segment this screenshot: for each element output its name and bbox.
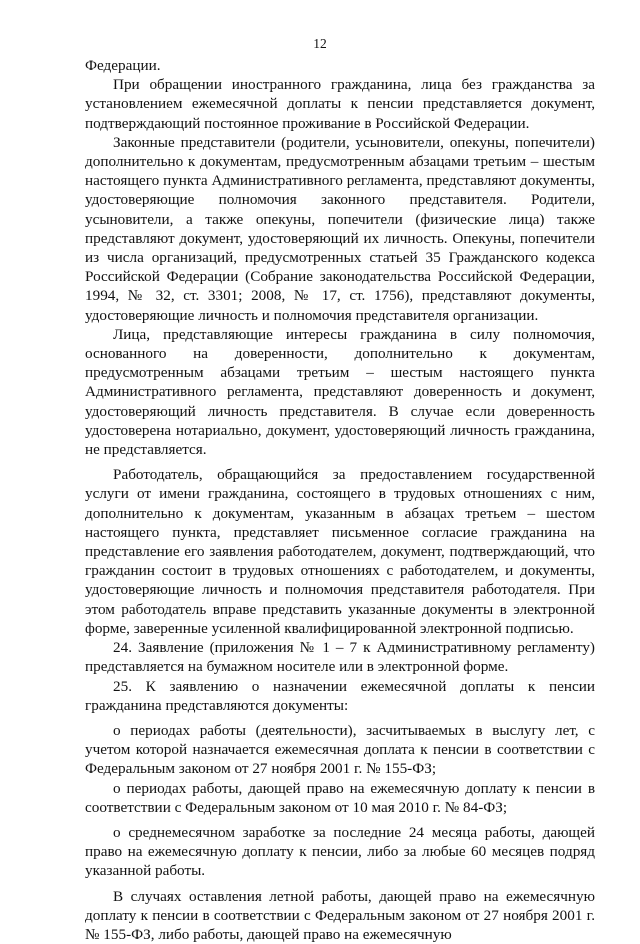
paragraph-flight-work: В случаях оставления летной работы, дающей право на ежемесячную доплату к пенсии в соответствии с Федеральным законом от 27 ноября 2001 г. № 155-ФЗ, либо работы, дающей право на ежемесячную: [85, 887, 595, 943]
paragraph-foreign-citizen: При обращении иностранного гражданина, лица без гражданства за установлением ежемесячной доплаты к пенсии представляется документ, подтверждающий постоянное проживание в Российской Федерации.: [85, 76, 595, 132]
page-number: 12: [313, 36, 327, 51]
list-item-work-periods-84fz: о периодах работы, дающей право на ежемесячную доплату к пенсии в соответствии с Федеральным законом от 10 мая 2010 г. № 84-ФЗ;: [85, 779, 595, 816]
paragraph-legal-representatives: Законные представители (родители, усыновители, опекуны, попечители) дополнительно к документам, предусмотренным абзацами третьим – шестым настоящего пункта Административного регламента, представляют документы, удостоверяющие полномочия законного представителя. Родители, усыновители, а также опекуны, попечители (физические лица) также представляют документ, удостоверяющий их личность. Опекуны, попечители из числа организаций, предусмотренных статьей 35 Гражданского кодекса Российской Федерации (Собрание законодательства Российской Федерации, 1994, № 32, ст. 3301; 2008, № 17, ст. 1756), представляют документы, удостоверяющие личность и полномочия представителя организации.: [85, 133, 595, 324]
document-body: [85, 56, 595, 944]
paragraph-item-25: 25. К заявлению о назначении ежемесячной доплаты к пенсии гражданина представляются документы:: [85, 677, 595, 714]
list-item-work-periods-seniority: о периодах работы (деятельности), засчитываемых в выслугу лет, с учетом которой назначается ежемесячная доплата к пенсии в соответствии с Федеральным законом от 27 ноября 2001 г. № 155-ФЗ;: [85, 721, 595, 778]
paragraph-power-of-attorney: Лица, представляющие интересы гражданина в силу полномочия, основанного на доверенности, дополнительно к документам, предусмотренным абзацами третьим – шестым настоящего пункта Административного регламента, представляют доверенность и документ, удостоверяющий личность представителя. В случае если доверенность удостоверена нотариально, документ, удостоверяющий личность гражданина, не представляется.: [85, 325, 595, 459]
paragraph-continuation: Федерации.: [85, 57, 161, 74]
list-item-average-earnings: о среднемесячном заработке за последние 24 месяца работы, дающей право на ежемесячную доплату к пенсии, либо за любые 60 месяцев подряд указанной работы.: [85, 823, 595, 880]
paragraph-item-24: 24. Заявление (приложения № 1 – 7 к Административному регламенту) представляется на бумажном носителе или в электронной форме.: [85, 639, 595, 676]
paragraph-employer: Работодатель, обращающийся за предоставлением государственной услуги от имени гражданина, состоящего в трудовых отношениях с ним, дополнительно к документам, указанным в абзацах третьем – шестом настоящего пункта, представляет письменное согласие гражданина на представление его заявления работодателем, документ, подтверждающий, что гражданин состоит в трудовых отношениях с работодателем, и документы, удостоверяющие личность и полномочия представителя работодателя. При этом работодатель вправе представить указанные документы в электронной форме, заверенные усиленной квалифицированной электронной подписью.: [85, 466, 595, 637]
